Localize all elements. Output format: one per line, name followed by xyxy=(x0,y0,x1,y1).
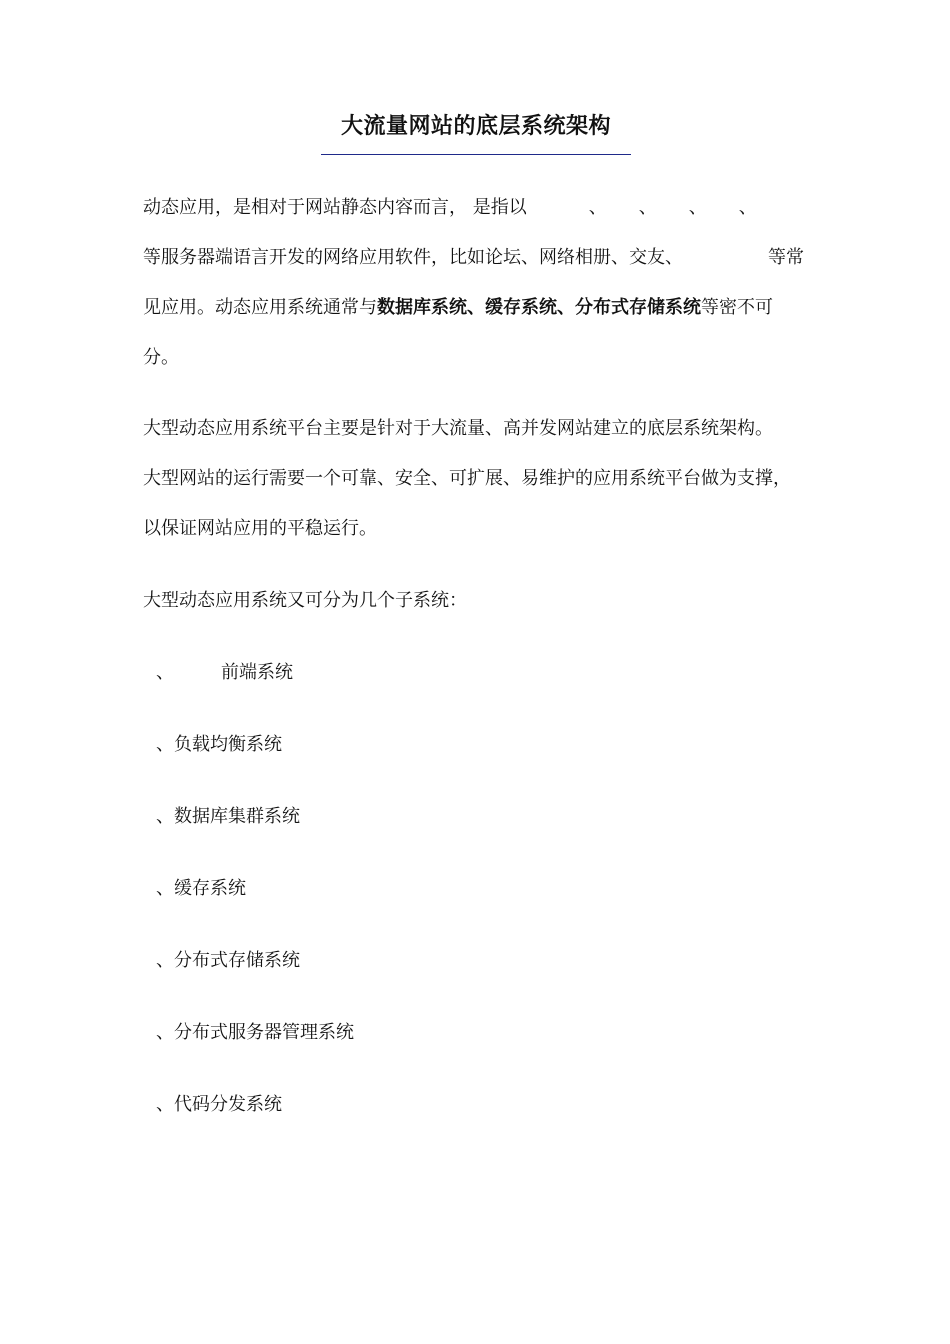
list-item-sep: 、 xyxy=(156,734,174,755)
list-item-label: 分布式服务器管理系统 xyxy=(174,1022,354,1043)
para1-line2-right-wrap xyxy=(768,245,804,271)
para1-line2-right: 等常 xyxy=(768,247,804,268)
list-item-sep: 、 xyxy=(156,950,174,971)
para1-sep-3: 、 xyxy=(688,197,707,218)
list-item-sep: 、 xyxy=(156,1094,174,1115)
para2-line2: 大型网站的运行需要一个可靠、安全、可扩展、易维护的应用系统平台做为支撑， xyxy=(143,468,791,489)
para3-line: 大型动态应用系统又可分为几个子系统： xyxy=(143,590,467,611)
para1-line4: 分。 xyxy=(143,347,179,368)
list-item xyxy=(156,660,293,686)
para1-line1-text: 动态应用，是相对于网站静态内容而言， 是指以 xyxy=(143,197,527,218)
para1-sep-1: 、 xyxy=(588,197,607,218)
document-title: 大流量网站的底层系统架构 xyxy=(340,114,611,139)
list-item-label: 数据库集群系统 xyxy=(174,806,300,827)
list-item-sep: 、 xyxy=(156,806,174,827)
para2-line1: 大型动态应用系统平台主要是针对于大流量、高并发网站建立的底层系统架构。 xyxy=(143,418,773,439)
list-item xyxy=(156,948,300,974)
para1-line3-post: 等密不可 xyxy=(701,297,773,318)
para1-line2-left: 等服务器端语言开发的网络应用软件，比如论坛、网络相册、交友、 xyxy=(143,247,683,268)
para1-sep-2: 、 xyxy=(638,197,657,218)
para1-line1 xyxy=(143,195,757,221)
list-item-label: 缓存系统 xyxy=(174,878,246,899)
para1-line3 xyxy=(143,295,773,321)
list-item-sep: 、 xyxy=(156,1022,174,1043)
list-item xyxy=(156,1020,354,1046)
list-item-sep: 、 xyxy=(156,662,174,683)
list-item xyxy=(156,804,300,830)
para1-line2 xyxy=(143,245,683,271)
list-item xyxy=(156,732,282,758)
para1-sep-4: 、 xyxy=(738,197,757,218)
list-item-label: 负载均衡系统 xyxy=(174,734,282,755)
list-item-label: 分布式存储系统 xyxy=(174,950,300,971)
list-item-label: 前端系统 xyxy=(221,662,293,683)
list-item xyxy=(156,876,246,902)
list-item-sep: 、 xyxy=(156,878,174,899)
para1-line3-pre: 见应用。动态应用系统通常与 xyxy=(143,297,377,318)
title-underline xyxy=(321,154,631,155)
list-item xyxy=(156,1092,282,1118)
para2-line3: 以保证网站应用的平稳运行。 xyxy=(143,518,377,539)
para1-line3-bold: 数据库系统、缓存系统、分布式存储系统 xyxy=(377,297,701,318)
list-item-label: 代码分发系统 xyxy=(174,1094,282,1115)
